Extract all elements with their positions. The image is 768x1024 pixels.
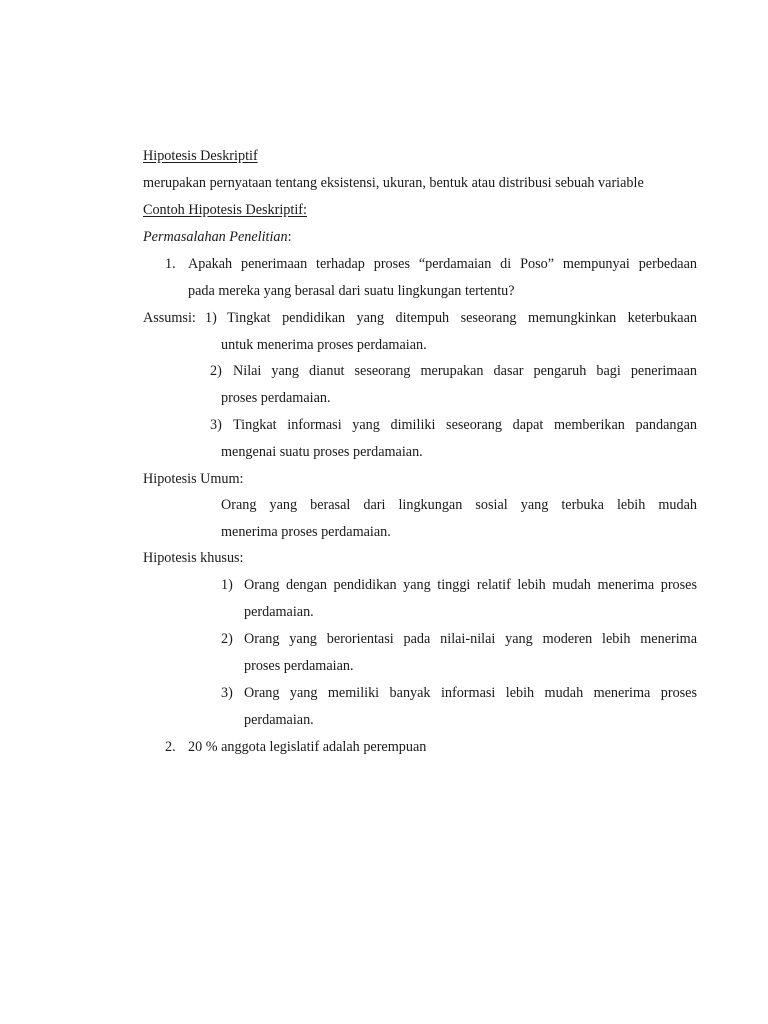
assumption-1-number: 1) [205, 310, 217, 326]
specific-hypothesis-2-line1: Orang yang berorientasi pada nilai-nilai yang moderen lebih menerima [244, 631, 697, 647]
item2-text: 20 % anggota legislatif adalah perempuan [188, 739, 427, 755]
assumptions-label: Assumsi: [143, 310, 196, 326]
specific-hypothesis-1-number: 1) [221, 577, 233, 593]
assumption-2-line2: proses perdamaian. [221, 390, 331, 406]
item1-number: 1. [165, 256, 176, 272]
assumption-3-line2: mengenai suatu proses perdamaian. [221, 444, 423, 460]
assumption-1-line1: Tingkat pendidikan yang ditempuh seseorang memungkinkan keterbukaan [227, 310, 697, 326]
research-problem-label [143, 228, 292, 246]
general-hypothesis-line2: menerima proses perdamaian. [221, 524, 391, 540]
research-problem-label-text: Permasalahan Penelitian [143, 229, 288, 245]
item1-line2: pada mereka yang berasal dari suatu lingkungan tertentu? [188, 283, 515, 299]
assumption-2-number: 2) [210, 363, 222, 379]
example-heading: Contoh Hipotesis Deskriptif: [143, 202, 307, 218]
assumption-1-line2: untuk menerima proses perdamaian. [221, 337, 427, 353]
assumption-3-line1: Tingkat informasi yang dimiliki seseorang dapat memberikan pandangan [233, 417, 697, 433]
specific-hypothesis-3-number: 3) [221, 685, 233, 701]
specific-hypothesis-1-line2: perdamaian. [244, 604, 314, 620]
definition-text: merupakan pernyataan tentang eksistensi, ukuran, bentuk atau distribusi sebuah variable [143, 175, 644, 191]
heading-descriptive-hypothesis: Hipotesis Deskriptif [143, 148, 258, 164]
item1-line1: Apakah penerimaan terhadap proses “perdamaian di Poso” mempunyai perbedaan [188, 256, 697, 272]
general-hypothesis-label: Hipotesis Umum: [143, 471, 244, 487]
specific-hypothesis-2-number: 2) [221, 631, 233, 647]
research-problem-colon: : [287, 229, 292, 245]
assumption-3-number: 3) [210, 417, 222, 433]
specific-hypothesis-3-line1: Orang yang memiliki banyak informasi lebih mudah menerima proses [244, 685, 697, 701]
assumption-2-line1: Nilai yang dianut seseorang merupakan dasar pengaruh bagi penerimaan [233, 363, 697, 379]
specific-hypothesis-1-line1: Orang dengan pendidikan yang tinggi relatif lebih mudah menerima proses [244, 577, 697, 593]
item2-number: 2. [165, 739, 176, 755]
specific-hypothesis-2-line2: proses perdamaian. [244, 658, 354, 674]
specific-hypothesis-label: Hipotesis khusus: [143, 550, 244, 566]
specific-hypothesis-3-line2: perdamaian. [244, 712, 314, 728]
general-hypothesis-line1: Orang yang berasal dari lingkungan sosial yang terbuka lebih mudah [221, 497, 697, 513]
